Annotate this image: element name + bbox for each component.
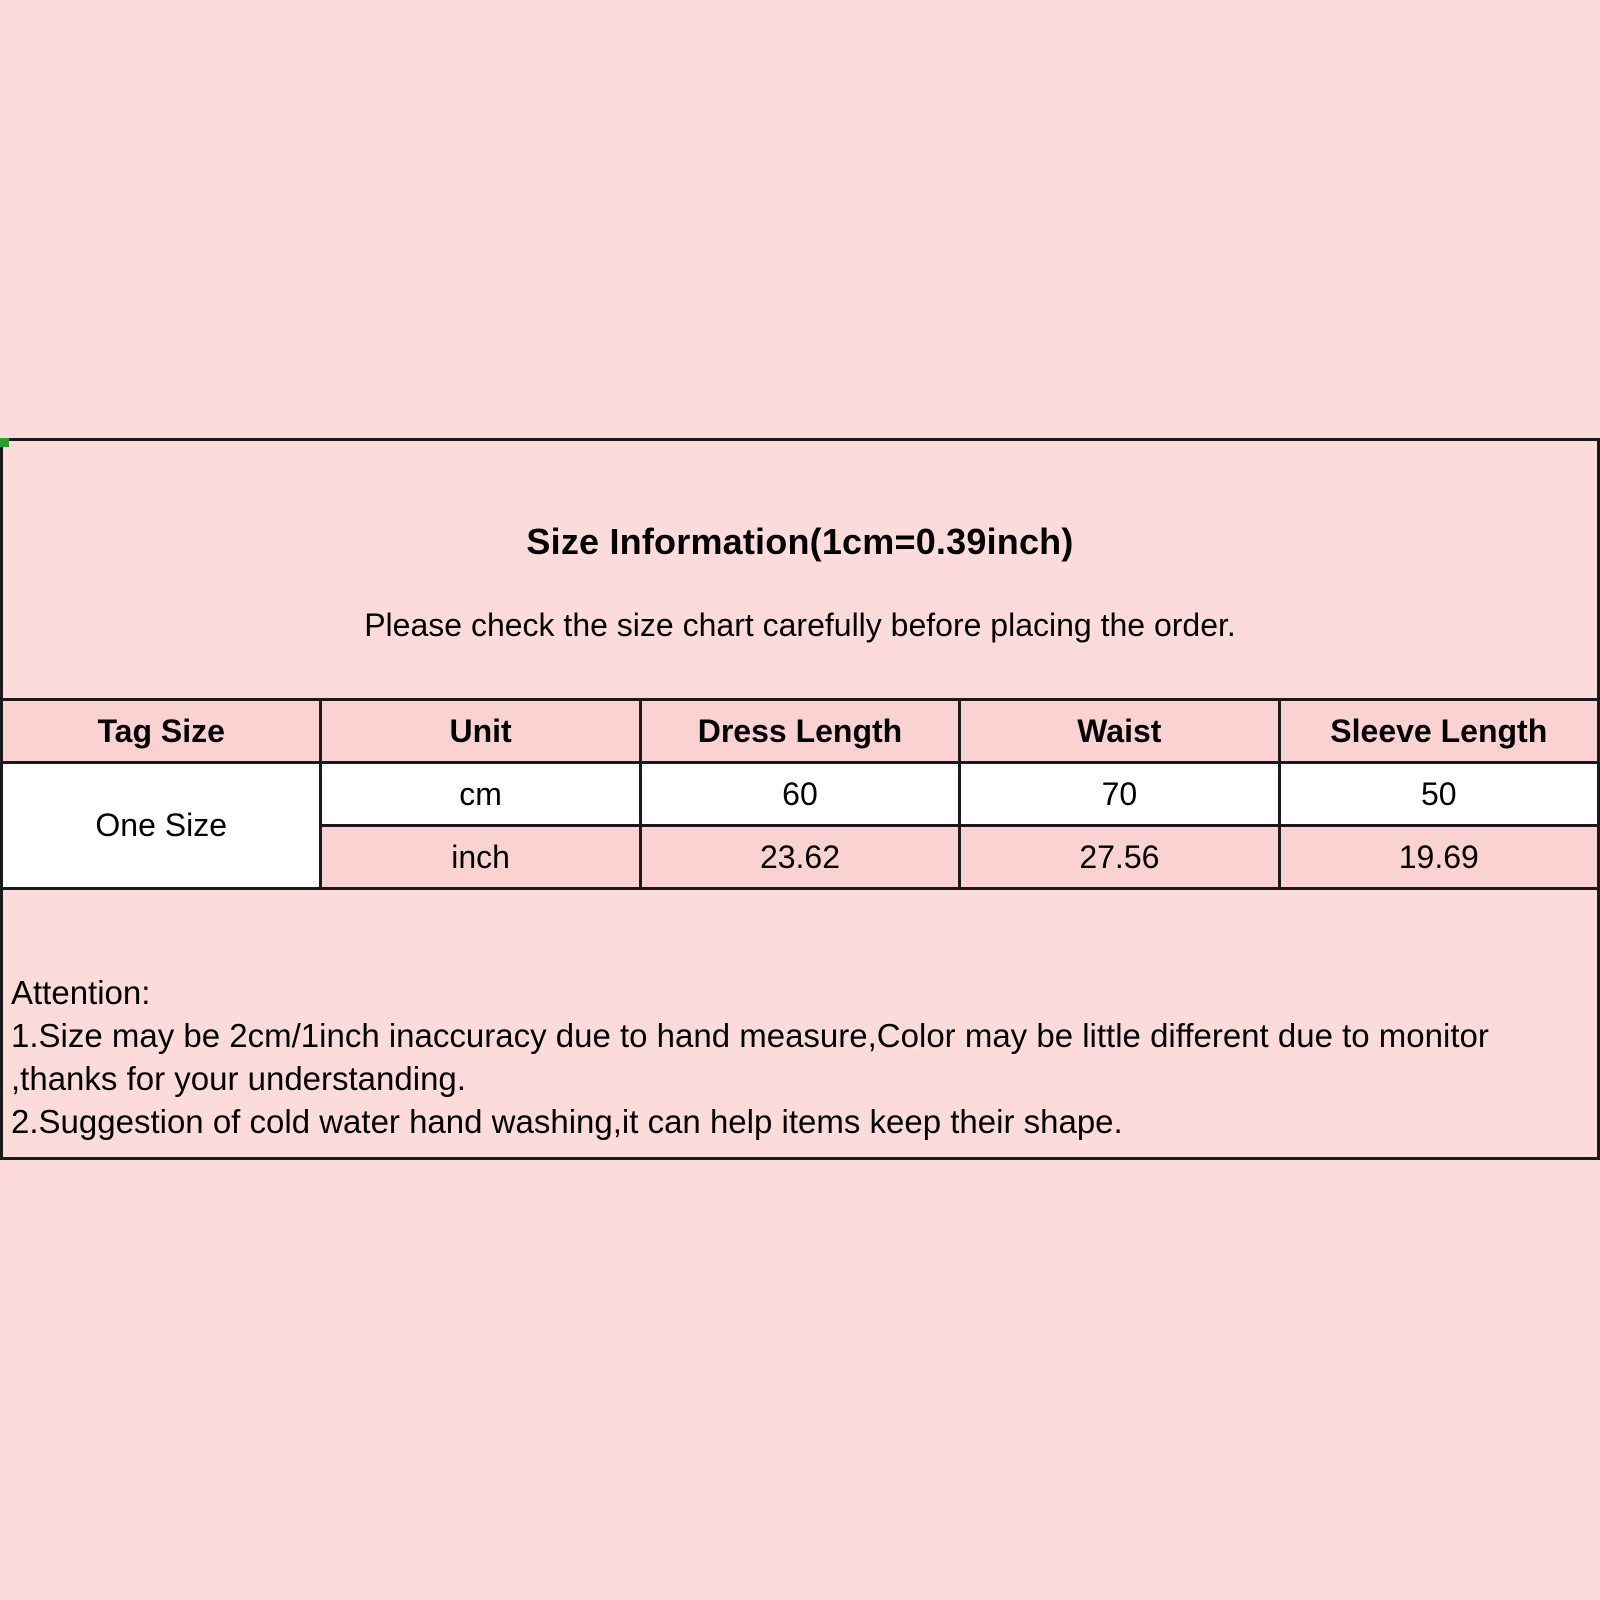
cell-tag-size: One Size: [2, 763, 321, 889]
cell-dress-length-inch: 23.62: [640, 826, 959, 889]
header-sleeve-length: Sleeve Length: [1279, 700, 1598, 763]
cell-dress-length-cm: 60: [640, 763, 959, 826]
attention-block: [11, 971, 1591, 1143]
corner-marker: [0, 438, 9, 447]
table-header-row: [2, 700, 1599, 763]
cell-unit-inch: inch: [321, 826, 640, 889]
header-dress-length: Dress Length: [640, 700, 959, 763]
attention-heading: Attention:: [11, 974, 151, 1011]
header-unit: Unit: [321, 700, 640, 763]
table-row-cm: [2, 763, 1599, 826]
size-info-panel: [0, 438, 1600, 1160]
cell-unit-cm: cm: [321, 763, 640, 826]
header-tag-size: Tag Size: [2, 700, 321, 763]
page-title: Size Information(1cm=0.39inch): [526, 521, 1074, 562]
cell-waist-cm: 70: [960, 763, 1279, 826]
attention-line-2: ,thanks for your understanding.: [11, 1060, 466, 1097]
size-table: [0, 698, 1600, 890]
cell-sleeve-length-inch: 19.69: [1279, 826, 1598, 889]
attention-line-3: 2.Suggestion of cold water hand washing,it can help items keep their shape.: [11, 1103, 1123, 1140]
header-waist: Waist: [960, 700, 1279, 763]
size-chart-notice: Please check the size chart carefully before placing the order.: [364, 607, 1236, 643]
cell-waist-inch: 27.56: [960, 826, 1279, 889]
attention-line-1: 1.Size may be 2cm/1inch inaccuracy due to hand measure,Color may be little different due to monitor: [11, 1017, 1489, 1054]
cell-sleeve-length-cm: 50: [1279, 763, 1598, 826]
